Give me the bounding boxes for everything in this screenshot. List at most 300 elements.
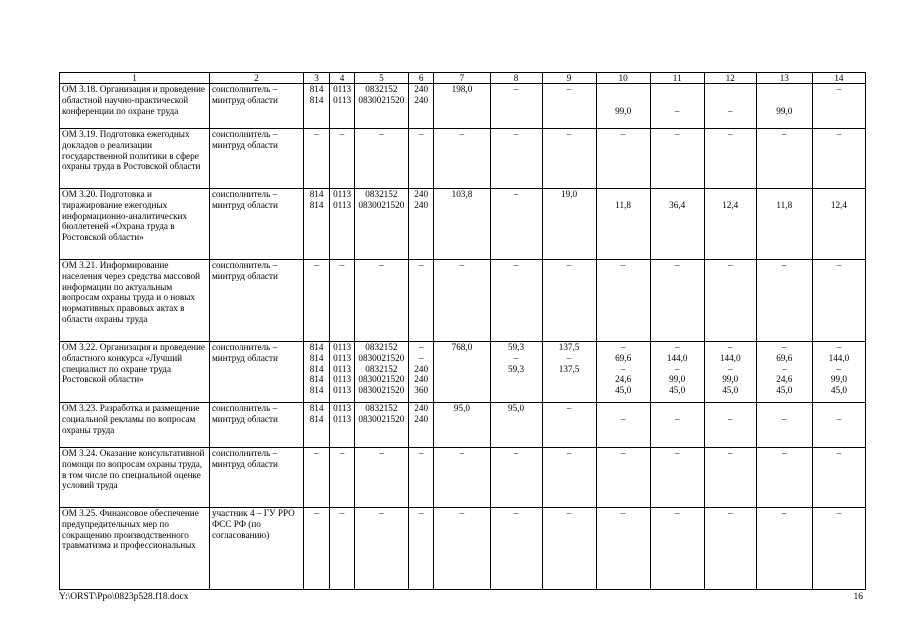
cell-value: 360 <box>414 385 429 396</box>
cell-c7 <box>434 189 490 260</box>
cell-c11 <box>650 260 704 342</box>
cell-value: 814 <box>309 413 324 424</box>
cell-value: – <box>674 413 680 424</box>
col-header: 12 <box>704 73 756 84</box>
cell-value: – <box>379 508 384 518</box>
measure-name: ОМ 3.22. Организация и проведение областного конкурса «Лучший специалист по охране труда Ростовской области» <box>60 342 210 403</box>
cell-value: 137,5 <box>558 363 580 374</box>
measure-name: ОМ 3.25. Финансовое обеспечение предупредительных мер по сокращению производственного травматизма и профессиональных <box>60 508 210 590</box>
cell-c14 <box>812 403 865 448</box>
cell-value: – <box>459 508 465 518</box>
cell-c8 <box>490 448 542 508</box>
cell-c14 <box>812 342 865 403</box>
table-row <box>60 403 866 448</box>
cell-value: – <box>727 413 733 424</box>
cell-value: – <box>620 342 626 352</box>
cell-value: 0113 <box>333 374 352 385</box>
executor: соисполнитель – минтруд области <box>209 448 303 508</box>
cell-c5 <box>354 84 408 129</box>
cell-c5 <box>354 448 408 508</box>
cell-c13 <box>756 129 812 189</box>
table-row <box>60 84 866 129</box>
cell-c5 <box>354 260 408 342</box>
col-header: 4 <box>330 73 354 84</box>
executor: соисполнитель – минтруд области <box>209 129 303 189</box>
cell-value: 240 <box>414 84 429 94</box>
table-row <box>60 508 866 590</box>
cell-value: – <box>314 129 319 139</box>
col-header: 5 <box>354 73 408 84</box>
cell-c10 <box>596 129 650 189</box>
cell-value: – <box>379 129 384 139</box>
col-header: 11 <box>650 73 704 84</box>
cell-value: – <box>513 189 519 199</box>
cell-c6 <box>408 84 434 129</box>
cell-value: – <box>727 260 733 270</box>
cell-value: 99,0 <box>669 374 686 385</box>
executor: соисполнитель – минтруд области <box>209 84 303 129</box>
cell-c13 <box>756 260 812 342</box>
table-row <box>60 129 866 189</box>
cell-c3 <box>303 189 330 260</box>
cell-value <box>707 95 754 106</box>
col-header: 10 <box>596 73 650 84</box>
cell-value: – <box>459 448 465 458</box>
cell-c10 <box>596 342 650 403</box>
cell-c4 <box>330 448 354 508</box>
cell-c10 <box>596 84 650 129</box>
cell-value: – <box>836 363 842 374</box>
cell-value: – <box>513 129 519 139</box>
cell-value <box>653 189 702 200</box>
cell-c3 <box>303 129 330 189</box>
cell-value: – <box>674 508 680 518</box>
cell-value: 11,8 <box>776 199 793 210</box>
cell-c8 <box>490 260 542 342</box>
cell-value: 12,4 <box>830 199 847 210</box>
cell-value <box>599 189 648 200</box>
col-header: 8 <box>490 73 542 84</box>
cell-c8 <box>490 342 542 403</box>
cell-value <box>707 403 754 414</box>
cell-c12 <box>704 508 756 590</box>
cell-c6 <box>408 448 434 508</box>
cell-value: 45,0 <box>669 385 686 396</box>
cell-value: 0832152 <box>365 363 398 374</box>
cell-value: 0832152 <box>365 403 398 413</box>
cell-c8 <box>490 403 542 448</box>
cell-value: – <box>418 508 424 518</box>
cell-value: – <box>620 129 626 139</box>
cell-c8 <box>490 84 542 129</box>
col-header: 7 <box>434 73 490 84</box>
cell-value: 45,0 <box>776 385 793 396</box>
cell-c3 <box>303 84 330 129</box>
cell-value: – <box>674 448 680 458</box>
cell-value: – <box>782 508 787 518</box>
cell-value: – <box>727 448 733 458</box>
table-row <box>60 260 866 342</box>
cell-value: – <box>620 508 626 518</box>
cell-c4 <box>330 342 354 403</box>
cell-c7 <box>434 129 490 189</box>
cell-c8 <box>490 189 542 260</box>
cell-c14 <box>812 189 865 260</box>
cell-value: – <box>339 129 345 139</box>
cell-value: – <box>566 448 572 458</box>
cell-value: 45,0 <box>830 385 847 396</box>
cell-value: 137,5 <box>558 342 580 352</box>
cell-value: – <box>674 260 680 270</box>
cell-c8 <box>490 129 542 189</box>
col-header: 6 <box>408 73 434 84</box>
cell-c13 <box>756 189 812 260</box>
cell-c11 <box>650 189 704 260</box>
cell-value: – <box>674 363 680 374</box>
cell-value: 0830021520 <box>358 374 405 385</box>
cell-value: – <box>836 129 842 139</box>
cell-c10 <box>596 448 650 508</box>
cell-c3 <box>303 403 330 448</box>
table-row <box>60 189 866 260</box>
cell-value: 814 <box>309 352 324 363</box>
cell-value: 0832152 <box>365 342 398 352</box>
cell-c3 <box>303 508 330 590</box>
cell-c13 <box>756 84 812 129</box>
cell-value: – <box>418 260 424 270</box>
cell-c9 <box>542 342 596 403</box>
cell-value: 0830021520 <box>358 94 405 105</box>
cell-value: 0113 <box>333 363 352 374</box>
cell-value: 0830021520 <box>358 385 405 396</box>
cell-value: 103,8 <box>451 189 473 199</box>
cell-value <box>599 403 648 414</box>
table-row <box>60 448 866 508</box>
cell-c9 <box>542 508 596 590</box>
col-header: 2 <box>209 73 303 84</box>
cell-value: – <box>782 342 787 352</box>
cell-value: – <box>513 84 519 94</box>
cell-value: – <box>674 129 680 139</box>
cell-value: – <box>379 448 384 458</box>
cell-c4 <box>330 403 354 448</box>
cell-c6 <box>408 189 434 260</box>
cell-value: 99,0 <box>776 105 793 116</box>
cell-value: 814 <box>309 84 324 94</box>
cell-value: – <box>339 448 345 458</box>
cell-value: 814 <box>309 403 324 413</box>
cell-c4 <box>330 84 354 129</box>
cell-value: – <box>566 129 572 139</box>
cell-value: 11,8 <box>615 199 631 210</box>
cell-c10 <box>596 508 650 590</box>
measure-name: ОМ 3.21. Информирование населения через средства массовой информации по актуальным вопросам охраны труда и о новых нормативных правовых актах в области охраны труда <box>60 260 210 342</box>
cell-c11 <box>650 129 704 189</box>
cell-value: 814 <box>309 189 324 199</box>
cell-value: 0113 <box>333 352 352 363</box>
cell-c4 <box>330 189 354 260</box>
table-row <box>60 342 866 403</box>
cell-value: 69,6 <box>776 352 793 363</box>
cell-c4 <box>330 260 354 342</box>
cell-value: – <box>418 352 424 363</box>
cell-value: 814 <box>309 199 324 210</box>
cell-c9 <box>542 260 596 342</box>
cell-value: 0113 <box>333 94 352 105</box>
cell-c13 <box>756 508 812 590</box>
cell-value: 144,0 <box>719 352 741 363</box>
cell-value <box>707 189 754 200</box>
cell-value: – <box>418 129 424 139</box>
cell-value: 24,6 <box>776 374 793 385</box>
cell-value: – <box>836 260 842 270</box>
cell-value: 36,4 <box>669 199 686 210</box>
cell-value: 0113 <box>333 342 352 352</box>
executor: соисполнитель – минтруд области <box>209 260 303 342</box>
cell-c14 <box>812 84 865 129</box>
cell-value <box>759 189 810 200</box>
cell-value: – <box>836 342 842 352</box>
cell-c11 <box>650 448 704 508</box>
col-header: 3 <box>303 73 330 84</box>
cell-value: – <box>513 260 519 270</box>
cell-value: – <box>836 413 842 424</box>
cell-value: 814 <box>309 363 324 374</box>
executor: соисполнитель – минтруд области <box>209 189 303 260</box>
cell-value: 240 <box>414 374 429 385</box>
cell-value: 0113 <box>333 413 352 424</box>
cell-value: – <box>727 105 733 116</box>
cell-c9 <box>542 84 596 129</box>
cell-value: 240 <box>414 403 429 413</box>
cell-value: – <box>379 260 384 270</box>
cell-value: – <box>782 413 787 424</box>
cell-value: 814 <box>309 342 324 352</box>
cell-c4 <box>330 508 354 590</box>
executor: участник 4 – ГУ РРО ФСС РФ (по согласованию) <box>209 508 303 590</box>
cell-c14 <box>812 448 865 508</box>
cell-value: – <box>620 448 626 458</box>
cell-value: 12,4 <box>722 199 739 210</box>
cell-c7 <box>434 84 490 129</box>
cell-c5 <box>354 189 408 260</box>
cell-value <box>759 95 810 106</box>
cell-value: 240 <box>414 189 429 199</box>
cell-value <box>759 84 810 95</box>
cell-value: 0113 <box>333 385 352 396</box>
header-row <box>60 73 866 84</box>
cell-value: – <box>836 448 842 458</box>
cell-value: 99,0 <box>722 374 739 385</box>
col-header: 9 <box>542 73 596 84</box>
cell-value: – <box>418 342 424 352</box>
cell-value: 0830021520 <box>358 199 405 210</box>
cell-value: – <box>782 448 787 458</box>
page-number: 16 <box>853 592 863 602</box>
cell-value: – <box>418 448 424 458</box>
cell-value: – <box>566 84 572 94</box>
cell-value: – <box>727 363 733 374</box>
cell-value: 95,0 <box>507 403 525 413</box>
cell-c14 <box>812 260 865 342</box>
cell-value: – <box>513 508 519 518</box>
cell-value: – <box>620 260 626 270</box>
cell-value: 45,0 <box>722 385 739 396</box>
cell-c11 <box>650 508 704 590</box>
measure-name: ОМ 3.20. Подготовка и тиражирование ежегодных информационно-аналитических бюллетеней «Охрана труда в Ростовской области» <box>60 189 210 260</box>
cell-c5 <box>354 342 408 403</box>
cell-c12 <box>704 260 756 342</box>
cell-c6 <box>408 260 434 342</box>
cell-value: 240 <box>414 363 429 374</box>
cell-c7 <box>434 448 490 508</box>
cell-value: – <box>782 260 787 270</box>
cell-c5 <box>354 403 408 448</box>
cell-c5 <box>354 508 408 590</box>
cell-value: 144,0 <box>828 352 850 363</box>
cell-c7 <box>434 260 490 342</box>
cell-value: 59,3 <box>507 342 525 352</box>
measure-name: ОМ 3.23. Разработка и размещение социальной рекламы по вопросам охраны труда <box>60 403 210 448</box>
cell-value <box>707 84 754 95</box>
cell-value <box>653 403 702 414</box>
cell-value <box>599 95 648 106</box>
cell-value: 240 <box>414 413 429 424</box>
cell-value: 0113 <box>333 189 352 199</box>
cell-c10 <box>596 403 650 448</box>
cell-value: – <box>566 508 572 518</box>
cell-c4 <box>330 129 354 189</box>
cell-value: 198,0 <box>451 84 473 94</box>
program-table <box>59 72 866 590</box>
cell-value: 0830021520 <box>358 352 405 363</box>
cell-value: 814 <box>309 385 324 396</box>
cell-value: 814 <box>309 94 324 105</box>
cell-value: 144,0 <box>666 352 688 363</box>
cell-c7 <box>434 508 490 590</box>
cell-value: 0113 <box>333 199 352 210</box>
cell-value: – <box>836 84 842 94</box>
cell-value: 240 <box>414 199 429 210</box>
cell-value: – <box>620 413 626 424</box>
cell-value: – <box>339 260 345 270</box>
cell-value: 59,3 <box>507 363 525 374</box>
cell-value: – <box>674 105 680 116</box>
cell-value <box>759 403 810 414</box>
cell-value <box>815 189 863 200</box>
measure-name: ОМ 3.18. Организация и проведение областной научно-практической конференции по охране труда <box>60 84 210 129</box>
executor: соисполнитель – минтруд области <box>209 342 303 403</box>
cell-c7 <box>434 403 490 448</box>
cell-c12 <box>704 189 756 260</box>
cell-c13 <box>756 342 812 403</box>
cell-value: 768,0 <box>451 342 473 352</box>
measure-name: ОМ 3.19. Подготовка ежегодных докладов о реализации государственной политики в сфере охраны труда в Ростовской области <box>60 129 210 189</box>
cell-value: – <box>459 129 465 139</box>
cell-value: – <box>314 448 319 458</box>
cell-value: 240 <box>414 94 429 105</box>
cell-value: – <box>314 260 319 270</box>
cell-value: – <box>314 508 319 518</box>
cell-value: 69,6 <box>615 352 632 363</box>
cell-c12 <box>704 84 756 129</box>
cell-c10 <box>596 260 650 342</box>
cell-value: 24,6 <box>615 374 632 385</box>
cell-c6 <box>408 129 434 189</box>
cell-c3 <box>303 260 330 342</box>
cell-value: – <box>727 342 733 352</box>
file-path: Y:\ORST\Ppo\0823p528.f18.docx <box>59 592 189 602</box>
cell-c14 <box>812 508 865 590</box>
measure-name: ОМ 3.24. Оказание консультативной помощи по вопросам охраны труда, в том числе по специальной оценке условий труда <box>60 448 210 508</box>
cell-c9 <box>542 403 596 448</box>
cell-value: 19,0 <box>561 189 578 199</box>
cell-value: – <box>836 508 842 518</box>
cell-value: – <box>566 403 572 413</box>
cell-c9 <box>542 448 596 508</box>
cell-c10 <box>596 189 650 260</box>
col-header: 1 <box>60 73 210 84</box>
cell-value: – <box>674 342 680 352</box>
cell-value: – <box>620 363 626 374</box>
cell-value: 0113 <box>333 403 352 413</box>
cell-c6 <box>408 342 434 403</box>
cell-value: 45,0 <box>615 385 632 396</box>
cell-value: 0832152 <box>365 189 398 199</box>
cell-value: 0830021520 <box>358 413 405 424</box>
cell-c11 <box>650 84 704 129</box>
cell-value: 99,0 <box>830 374 847 385</box>
col-header: 14 <box>812 73 865 84</box>
cell-value <box>653 95 702 106</box>
cell-value: – <box>513 352 519 363</box>
cell-c12 <box>704 129 756 189</box>
cell-value: 814 <box>309 374 324 385</box>
cell-c12 <box>704 448 756 508</box>
cell-c8 <box>490 508 542 590</box>
cell-c7 <box>434 342 490 403</box>
cell-value: 0113 <box>333 84 352 94</box>
cell-value: 0832152 <box>365 84 398 94</box>
cell-value: 99,0 <box>615 105 632 116</box>
cell-value: – <box>339 508 345 518</box>
cell-value: 95,0 <box>453 403 470 413</box>
cell-c9 <box>542 129 596 189</box>
cell-c13 <box>756 448 812 508</box>
cell-value: – <box>727 129 733 139</box>
cell-value: – <box>513 448 519 458</box>
cell-value: – <box>566 352 572 363</box>
cell-value: – <box>566 260 572 270</box>
cell-value: – <box>727 508 733 518</box>
cell-c12 <box>704 403 756 448</box>
cell-c9 <box>542 189 596 260</box>
cell-value <box>815 403 863 414</box>
cell-c6 <box>408 508 434 590</box>
cell-value: – <box>459 260 465 270</box>
cell-c3 <box>303 448 330 508</box>
executor: соисполнитель – минтруд области <box>209 403 303 448</box>
cell-value: – <box>782 363 787 374</box>
cell-c12 <box>704 342 756 403</box>
cell-c3 <box>303 342 330 403</box>
cell-c13 <box>756 403 812 448</box>
cell-c14 <box>812 129 865 189</box>
cell-value: – <box>782 129 787 139</box>
cell-c11 <box>650 403 704 448</box>
cell-c6 <box>408 403 434 448</box>
cell-value <box>599 84 648 95</box>
